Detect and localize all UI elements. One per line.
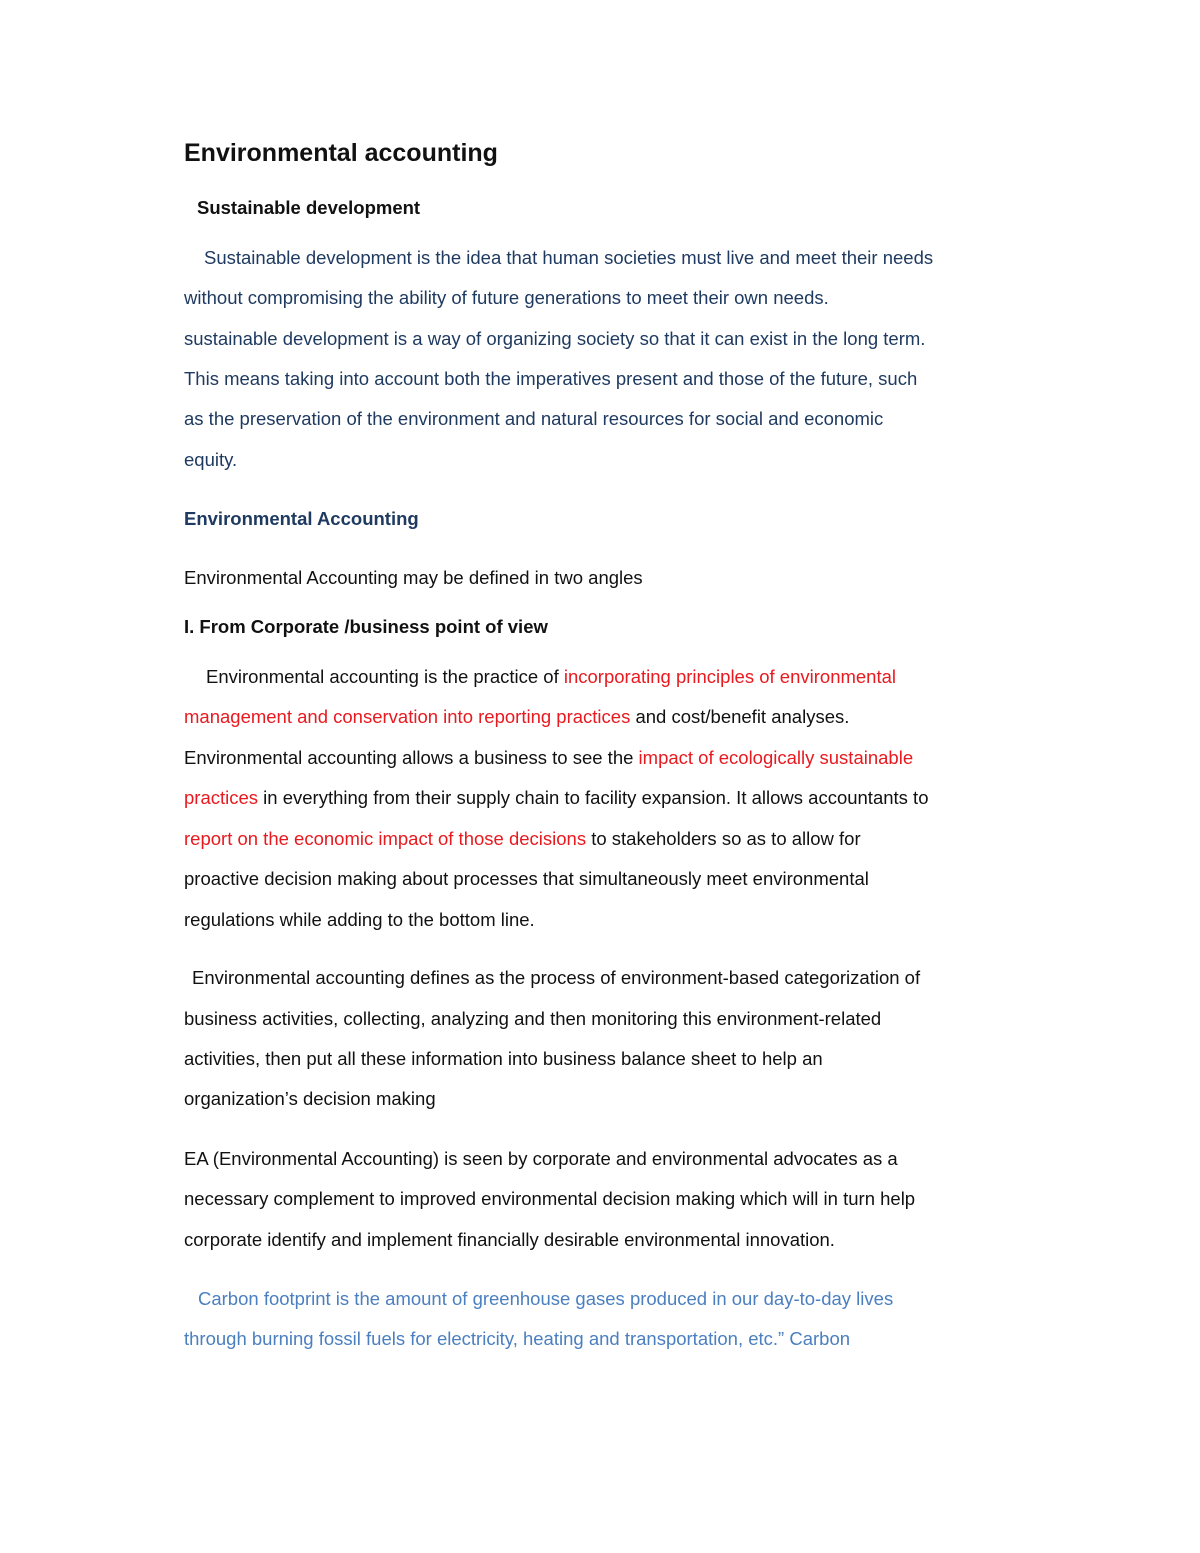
paragraph-line: Carbon footprint is the amount of greenhouse gases produced in our day-to-day lives [198, 1288, 894, 1309]
document-title: Environmental accounting [184, 139, 498, 167]
paragraph-line: necessary complement to improved environmental decision making which will in turn help [184, 1188, 916, 1209]
paragraph-line: proactive decision making about processes that simultaneously meet environmental [184, 868, 869, 889]
paragraph-line: regulations while adding to the bottom line. [184, 909, 535, 930]
paragraph-line: through burning fossil fuels for electricity, heating and transportation, etc.” Carbon [184, 1328, 851, 1349]
section-heading-environmental-accounting: Environmental Accounting [184, 508, 419, 529]
highlight-text: report on the economic impact of those decisions [184, 828, 587, 849]
intro-line: Environmental Accounting may be defined in two angles [184, 567, 643, 588]
paragraph-line: as the preservation of the environment and natural resources for social and economic [184, 408, 884, 429]
highlight-text: practices [184, 787, 259, 808]
paragraph-line [184, 746, 913, 770]
paragraph-line: Environmental accounting defines as the process of environment-based categorization of [192, 967, 921, 988]
paragraph-line [206, 665, 896, 689]
paragraph-line: Sustainable development is the idea that human societies must live and meet their needs [204, 247, 934, 268]
text-run: to stakeholders so as to allow for [586, 828, 861, 849]
paragraph-line: activities, then put all these information into business balance sheet to help an [184, 1048, 823, 1069]
paragraph-line: EA (Environmental Accounting) is seen by corporate and environmental advocates as a [184, 1148, 898, 1169]
paragraph-line: equity. [184, 449, 238, 470]
paragraph-line [184, 786, 929, 810]
text-run: Environmental accounting allows a business to see the [184, 747, 639, 768]
subheading-corporate: I. From Corporate /business point of view [184, 616, 548, 637]
paragraph-line: This means taking into account both the imperatives present and those of the future, such [184, 368, 918, 389]
highlight-text: impact of ecologically sustainable [638, 747, 914, 768]
paragraph-line: business activities, collecting, analyzing and then monitoring this environment-related [184, 1008, 882, 1029]
highlight-text: management and conservation into reporting practices [184, 706, 631, 727]
paragraph-line: sustainable development is a way of organizing society so that it can exist in the long term. [184, 328, 926, 349]
paragraph-line: corporate identify and implement financially desirable environmental innovation. [184, 1229, 835, 1250]
paragraph-line [184, 827, 861, 851]
section-heading-sustainable: Sustainable development [197, 197, 421, 218]
paragraph-line: without compromising the ability of future generations to meet their own needs. [184, 287, 829, 308]
paragraph-line [184, 705, 849, 729]
text-run: and cost/benefit analyses. [630, 706, 850, 727]
text-run: in everything from their supply chain to facility expansion. It allows accountants to [258, 787, 929, 808]
highlight-text: incorporating principles of environmental [563, 666, 897, 687]
text-run: Environmental accounting is the practice of [206, 666, 564, 687]
paragraph-line: organization’s decision making [184, 1088, 436, 1109]
